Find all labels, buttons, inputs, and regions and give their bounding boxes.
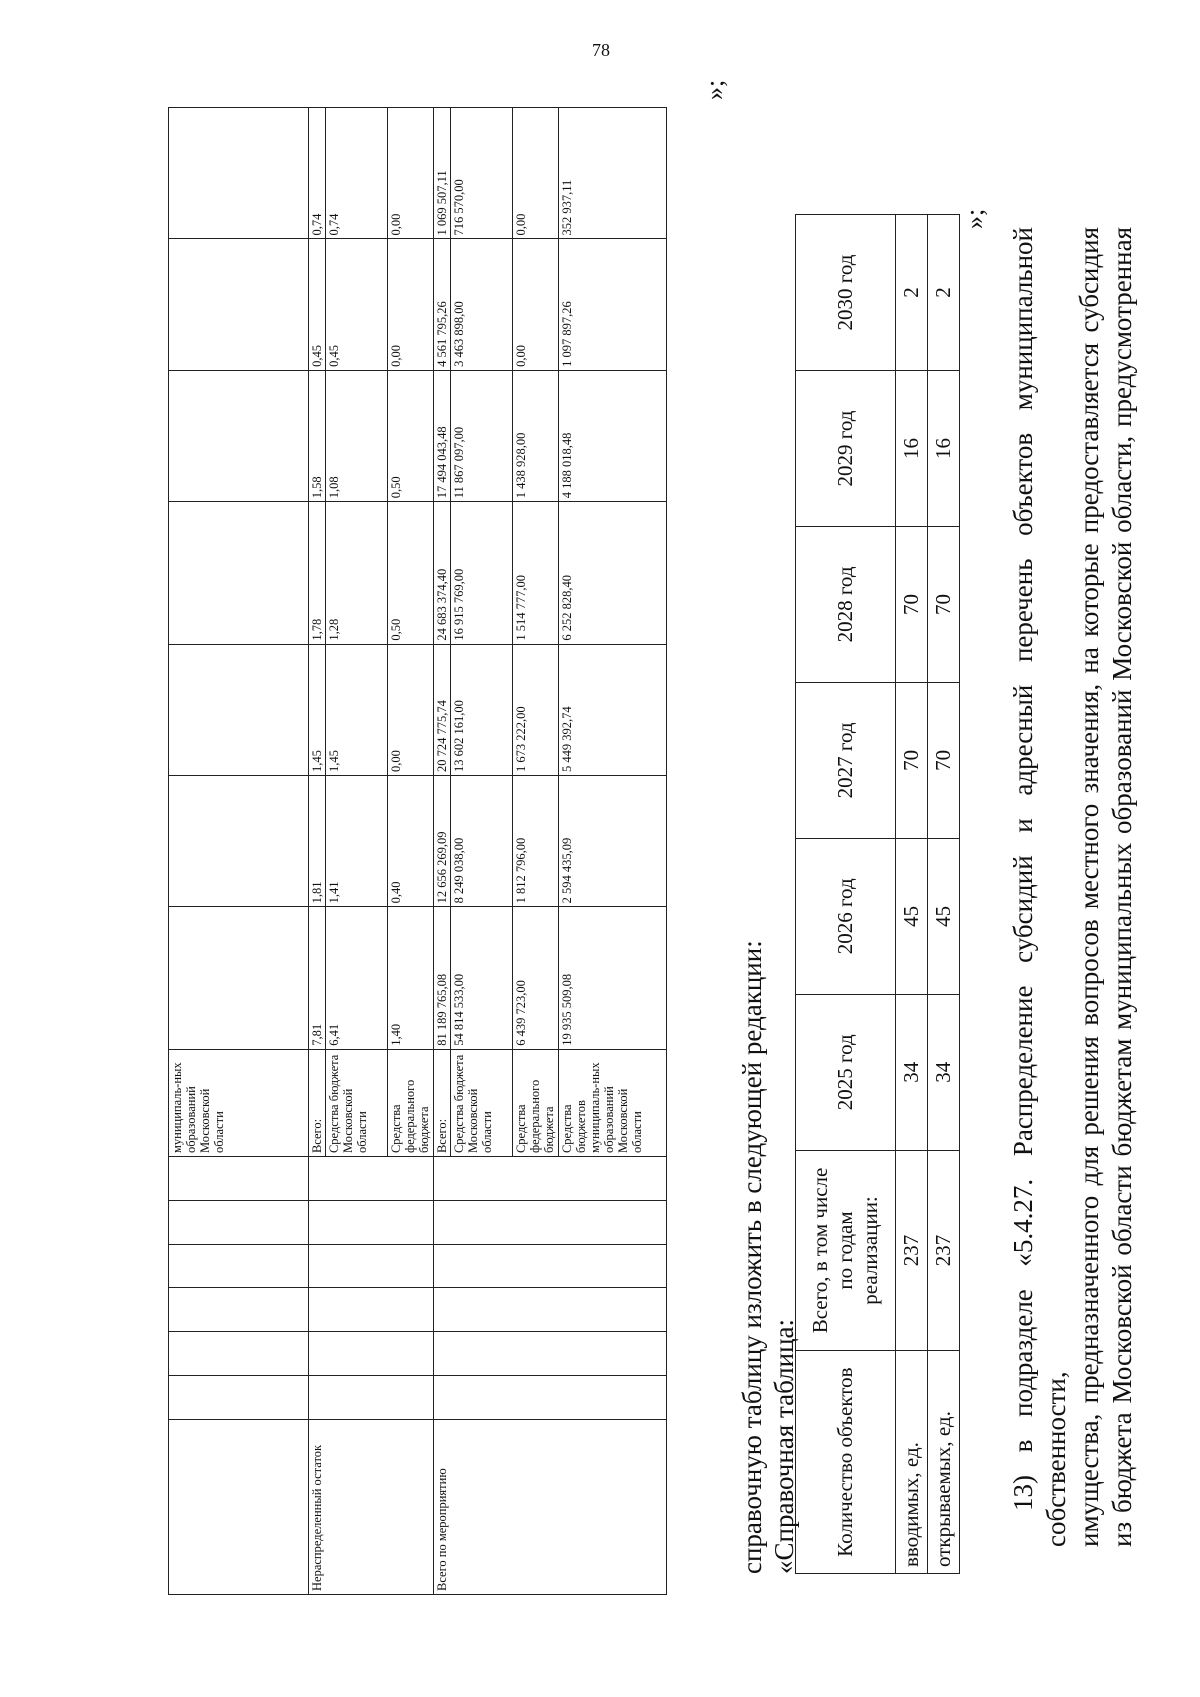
source-cell: Средства бюджета Московской области bbox=[451, 1049, 513, 1156]
table-row bbox=[169, 108, 309, 1595]
value-cell: 16 bbox=[928, 371, 960, 527]
value-cell: 0,50 bbox=[388, 370, 434, 501]
value-cell: 0,00 bbox=[513, 239, 559, 370]
table-row bbox=[928, 215, 960, 1574]
value-cell: 5 449 392,74 bbox=[559, 644, 667, 775]
reference-table bbox=[795, 214, 960, 1574]
value-cell: 1,78 bbox=[309, 502, 326, 644]
source-cell: Всего: bbox=[434, 1049, 451, 1156]
value-cell: 70 bbox=[896, 682, 928, 838]
ref-table-title: «Справочная таблица: bbox=[769, 1318, 799, 1574]
value-cell: 2 594 435,09 bbox=[559, 776, 667, 907]
value-cell: 0,74 bbox=[309, 108, 326, 239]
table-row bbox=[896, 215, 928, 1574]
value-cell: 1 438 928,00 bbox=[513, 370, 559, 501]
source-cell: Средства федерального бюджета bbox=[513, 1049, 559, 1156]
value-cell: 24 683 374,40 bbox=[434, 502, 451, 644]
paragraph-13 bbox=[1007, 227, 1139, 1547]
value-cell: 0,40 bbox=[388, 776, 434, 907]
value-cell: 1,41 bbox=[326, 776, 388, 907]
value-cell: 70 bbox=[928, 526, 960, 682]
value-cell: 0,00 bbox=[513, 108, 559, 239]
value-cell: 0,45 bbox=[326, 239, 388, 370]
paragraph-line: имущества, предназначенного для решения вопросов местного значения, на которые предоставляется субсидия bbox=[1074, 227, 1104, 1547]
value-cell: 1,58 bbox=[309, 370, 326, 501]
value-cell: 0,00 bbox=[388, 108, 434, 239]
value-cell: 0,50 bbox=[388, 502, 434, 644]
source-cell: Средства бюджета Московской области bbox=[326, 1049, 388, 1156]
value-cell: 13 602 161,00 bbox=[451, 644, 513, 775]
row-label: вводимых, ед. bbox=[896, 1351, 928, 1574]
value-cell: 7,81 bbox=[309, 907, 326, 1049]
value-cell: 34 bbox=[896, 994, 928, 1150]
value-cell: 237 bbox=[896, 1150, 928, 1351]
block-label: Всего по мероприятию bbox=[434, 1419, 667, 1594]
value-cell: 352 937,11 bbox=[559, 108, 667, 239]
value-cell: 2 bbox=[896, 215, 928, 371]
value-cell: 16 915 769,00 bbox=[451, 502, 513, 644]
source-cell: Средства бюджетов муниципаль-ных образований Московской области bbox=[559, 1049, 667, 1156]
value-cell: 34 bbox=[928, 994, 960, 1150]
value-cell: 1 812 796,00 bbox=[513, 776, 559, 907]
value-cell: 45 bbox=[928, 838, 960, 994]
value-cell: 1,45 bbox=[309, 644, 326, 775]
value-cell: 0,00 bbox=[388, 239, 434, 370]
value-cell: 17 494 043,48 bbox=[434, 370, 451, 501]
column-header: Всего, в том числе по годам реализации: bbox=[796, 1150, 896, 1351]
value-cell: 11 867 097,00 bbox=[451, 370, 513, 501]
paragraph-line: 13) в подразделе «5.4.27. Распределение субсидий и адресный перечень объектов муниципальной собственности, bbox=[1008, 227, 1071, 1547]
value-cell: 2 bbox=[928, 215, 960, 371]
value-cell: 1,81 bbox=[309, 776, 326, 907]
paragraph-line: из бюджета Московской области бюджетам муниципальных образований Московской области, предусмотренная bbox=[1107, 227, 1137, 1547]
row-label: открываемых, ед. bbox=[928, 1351, 960, 1574]
value-cell: 70 bbox=[928, 682, 960, 838]
value-cell: 1 514 777,00 bbox=[513, 502, 559, 644]
value-cell: 8 249 038,00 bbox=[451, 776, 513, 907]
value-cell: 6 252 828,40 bbox=[559, 502, 667, 644]
value-cell: 1 097 897,26 bbox=[559, 239, 667, 370]
value-cell: 16 bbox=[896, 371, 928, 527]
source-cell: Всего: bbox=[309, 1049, 326, 1156]
column-header: 2030 год bbox=[796, 215, 896, 371]
value-cell: 1 673 222,00 bbox=[513, 644, 559, 775]
value-cell: 1,45 bbox=[326, 644, 388, 775]
table-header-row bbox=[796, 215, 896, 1574]
ref-table-end-mark: »; bbox=[960, 208, 989, 229]
value-cell: 1,28 bbox=[326, 502, 388, 644]
value-cell: 716 570,00 bbox=[451, 108, 513, 239]
table-end-mark: »; bbox=[700, 79, 729, 100]
value-cell: 0,74 bbox=[326, 108, 388, 239]
value-cell: 4 561 795,26 bbox=[434, 239, 451, 370]
table-row bbox=[309, 108, 326, 1595]
financing-table bbox=[168, 107, 667, 1595]
value-cell: 237 bbox=[928, 1150, 960, 1351]
value-cell: 70 bbox=[896, 526, 928, 682]
value-cell: 6,41 bbox=[326, 907, 388, 1049]
value-cell: 0,00 bbox=[388, 644, 434, 775]
value-cell: 1,40 bbox=[388, 907, 434, 1049]
value-cell: 6 439 723,00 bbox=[513, 907, 559, 1049]
value-cell: 12 656 269,09 bbox=[434, 776, 451, 907]
column-header: Количество объектов bbox=[796, 1351, 896, 1574]
value-cell: 1,08 bbox=[326, 370, 388, 501]
intro-line: справочную таблицу изложить в следующей редакции: bbox=[737, 940, 767, 1574]
value-cell: 20 724 775,74 bbox=[434, 644, 451, 775]
column-header: 2025 год bbox=[796, 994, 896, 1150]
value-cell: 1 069 507,11 bbox=[434, 108, 451, 239]
value-cell: 3 463 898,00 bbox=[451, 239, 513, 370]
value-cell: 19 935 509,08 bbox=[559, 907, 667, 1049]
column-header: 2026 год bbox=[796, 838, 896, 994]
value-cell: 4 188 018,48 bbox=[559, 370, 667, 501]
value-cell: 81 189 765,08 bbox=[434, 907, 451, 1049]
column-header: 2027 год bbox=[796, 682, 896, 838]
value-cell: 54 814 533,00 bbox=[451, 907, 513, 1049]
value-cell: 45 bbox=[896, 838, 928, 994]
column-header: 2028 год bbox=[796, 526, 896, 682]
value-cell: 0,45 bbox=[309, 239, 326, 370]
block-label: Нераспределенный остаток bbox=[309, 1419, 434, 1594]
page-number: 78 bbox=[592, 40, 610, 60]
source-cell: Средства федерального бюджета bbox=[388, 1049, 434, 1156]
column-header: 2029 год bbox=[796, 371, 896, 527]
source-label-continued: муниципаль-ных образований Московской области bbox=[169, 1049, 309, 1156]
table-row bbox=[434, 108, 451, 1595]
